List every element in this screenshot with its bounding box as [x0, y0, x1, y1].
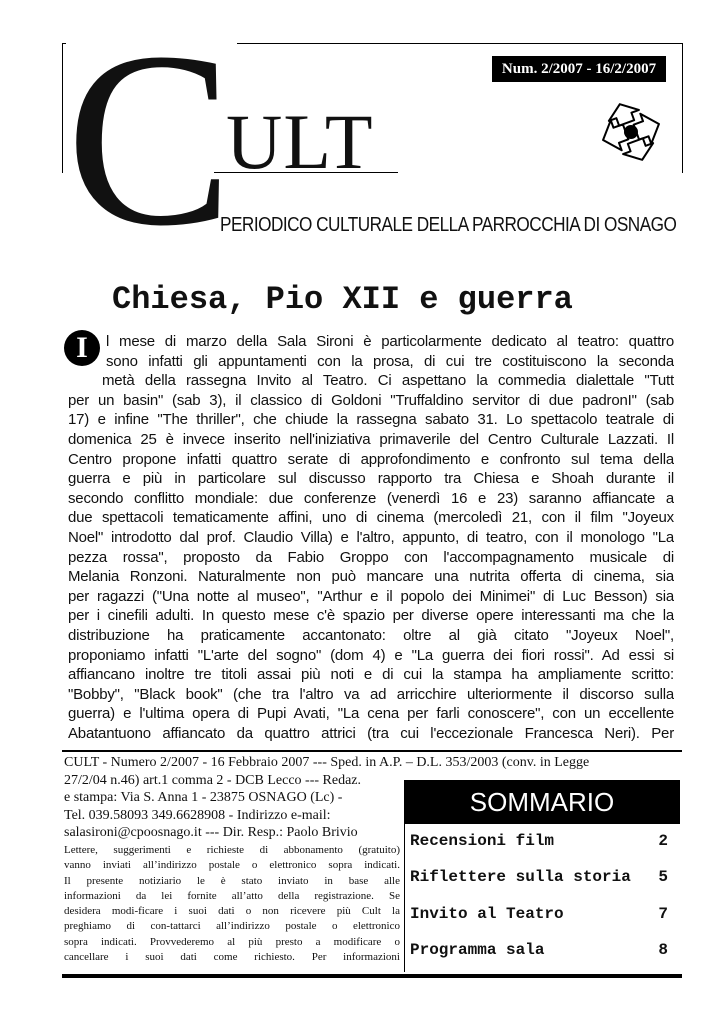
article-line: l mese di marzo della Sala Sironi è particolarmente dedicato al teatro: quattro [106, 333, 674, 350]
toc-item-page: 8 [658, 941, 668, 959]
notice-line: desidera modi-ficare i suoi dati o non ricevere più Cult la [64, 905, 400, 918]
article-line: affiancano inoltre tre titoli assai più noti e di cui la stampa ha ampliamente scritto: [68, 666, 674, 684]
toc-item-title: Recensioni film [410, 832, 555, 850]
masthead-frame-left [62, 43, 63, 173]
toc-item[interactable] [410, 864, 672, 890]
dropcap: I [64, 330, 100, 366]
toc-item[interactable] [410, 828, 672, 854]
logo-letter-c: C [66, 30, 237, 250]
article-line: per ragazzi ("Una notte al museo", "Arthur e il popolo dei Minimei" di Luc Besson) sia [68, 587, 674, 605]
sommario-title: SOMMARIO [404, 780, 680, 824]
article-line: due spettacoli tematicamente affini, uno di cinema (mercoledì 21, con il film "Joyeux [68, 509, 674, 527]
article-line: metà della rassegna Invito al Teatro. Ci aspettano la commedia dialettale "Tutt [102, 372, 674, 390]
privacy-notice [64, 843, 400, 965]
toc-item-page: 2 [658, 832, 668, 850]
article-line: 17) e infine "The thriller", che chiude la rassegna sabato 31. Lo spettacolo teatrale di [68, 411, 674, 429]
colophon-line: 27/2/04 n.46) art.1 comma 2 - DCB Lecco --- Redaz. [64, 772, 362, 788]
notice-line: cancellare i suoi dati come richiesto. Per informazioni [64, 951, 400, 964]
article-line: Centro propone infatti quattro serate di approfondimento e confronto sul tema della [68, 450, 674, 468]
article-line: per i cinefili adulti. In questo mese c'è spazio per diverse opere interessanti ma che la [68, 607, 674, 625]
colophon-line: salasironi@cpoosnago.it --- Dir. Resp.: Paolo Brivio [64, 825, 358, 840]
toc-item-title: Riflettere sulla storia [410, 868, 631, 886]
article-line: pezza rossa", proposto da Fabio Groppo con l'accompagnamento musicale di [68, 548, 674, 566]
colophon-line: CULT - Numero 2/2007 - 16 Febbraio 2007 --- Sped. in A.P. – D.L. 353/2003 (conv. in Legge [64, 755, 590, 770]
toc-item-title: Invito al Teatro [410, 905, 564, 923]
notice-line: vanno inviati all’indirizzo postale o elettronico sopra indicati. [64, 859, 400, 872]
article-line: distribuzione ha praticamente accantonato: oltre al già citato "Joyeux Noel", [68, 626, 674, 644]
footer-bottom-rule [62, 974, 682, 978]
masthead-frame-right [682, 43, 683, 173]
article-line: proponiamo infatti "L'arte del sogno" (dom 4) e "La guerra dei fiori rossi". Ad essi si [68, 646, 674, 664]
notice-line: Il presente notiziario le è stato inviato in base alle [64, 874, 400, 887]
article-line: per un basin" (sab 3), il classico di Goldoni "Truffaldino servitor di due padronI" (sab [68, 391, 674, 409]
subtitle-rule [214, 172, 398, 173]
toc-item[interactable] [410, 937, 672, 963]
article-body [68, 332, 674, 743]
notice-line: preghiamo di con-tattarci all’indirizzo postale o elettronico [64, 920, 400, 933]
notice-line: sopra indicati. Provvederemo al più presto a modificare o [64, 935, 400, 948]
article-line: guerra e più in particolare sul discusso rapporto tra Chiesa e Shoah durante il [68, 470, 674, 488]
colophon-line: e stampa: Via S. Anna 1 - 23875 OSNAGO (Lc) - [64, 790, 343, 805]
toc-item-page: 5 [658, 868, 668, 886]
issue-badge: Num. 2/2007 - 16/2/2007 [492, 56, 666, 82]
masthead-subtitle: PERIODICO CULTURALE DELLA PARROCCHIA DI OSNAGO [220, 214, 677, 236]
notice-line: informazioni da lei fornite all’atto della registrazione. Se [64, 889, 400, 902]
logo-letters-ult: ULT [226, 98, 374, 185]
arrows-circle-emblem-icon [596, 100, 666, 164]
article-line: Abatantuono affiancato da quattro attrici (tra cui l'eccezionale Francesca Neri). Per [68, 724, 674, 742]
toc-item[interactable] [410, 901, 672, 927]
article-line: sono infatti gli appuntamenti con la prosa, di cui tre costituiscono la seconda [106, 352, 674, 370]
toc-item-page: 7 [658, 905, 668, 923]
article-headline: Chiesa, Pio XII e guerra [112, 281, 573, 318]
footer-rule [62, 750, 682, 752]
article-line: Noel" introdotto dal prof. Claudio Villa) e l'altro, appunto, di teatro, con il monologo "La [68, 528, 674, 546]
toc-item-title: Programma sala [410, 941, 545, 959]
article-line: Melania Ronzoni. Naturalmente non può mancare una nutrita offerta di cinema, sia [68, 568, 674, 586]
notice-line: Lettere, suggerimenti e richieste di abbonamento (gratuito) [64, 844, 400, 856]
article-line: domenica 25 è invece inserito nell'iniziativa primaverile del Centro Culturale Lazzati. Il [68, 430, 674, 448]
article-line: secondo conflitto mondiale: due conferenze (venerdì 16 e 23) saranno affiancate a [68, 489, 674, 507]
article-line: "Bobby", "Black book" (che tra l'altro va ad arricchire ulteriormente il discorso sulla [68, 685, 674, 703]
colophon-line: Tel. 039.58093 349.6628908 - Indirizzo e-mail: [64, 807, 331, 823]
article-line: guerra) e l'ultima opera di Pupi Avati, "La cena per farli conoscere", con un eccellente [68, 705, 674, 723]
